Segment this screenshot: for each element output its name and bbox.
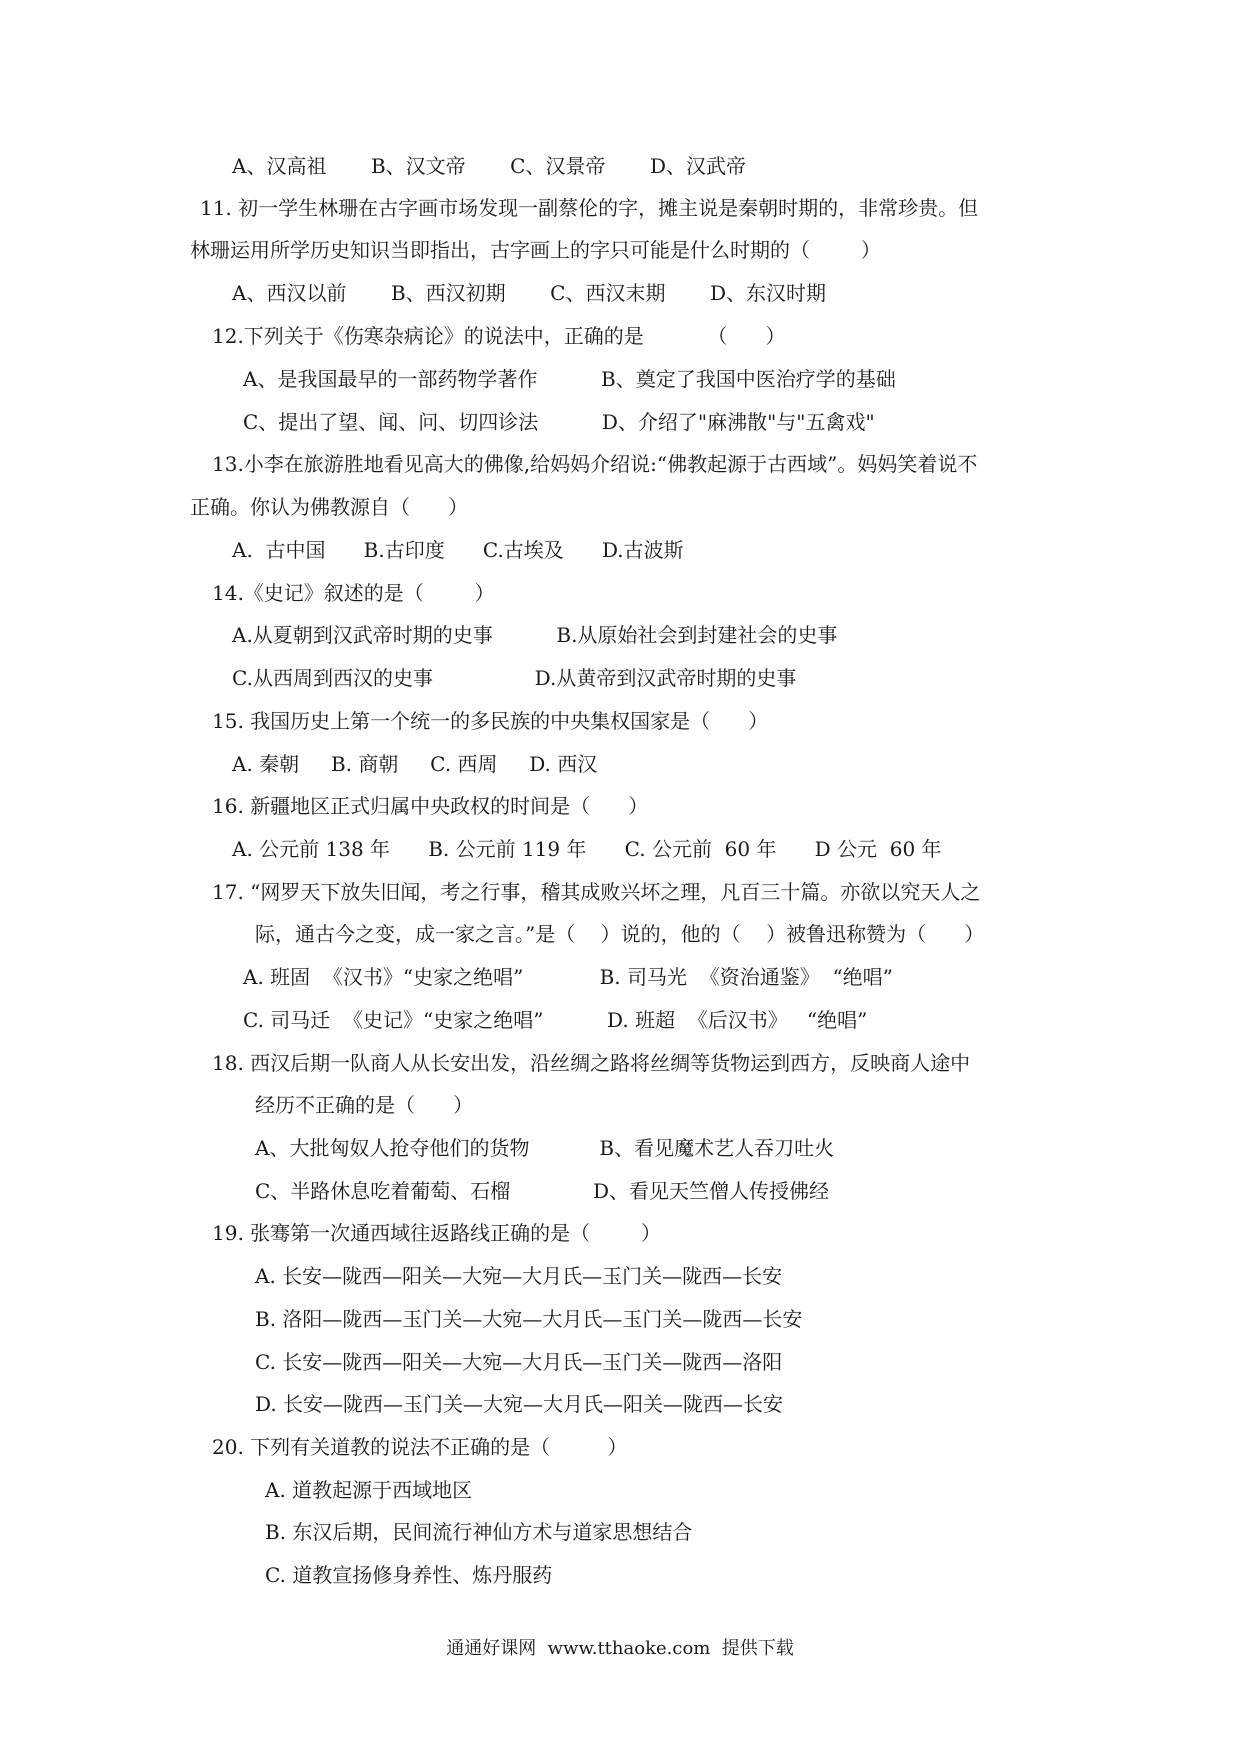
q13-options: A. 古中国 B.古印度 C.古埃及 D.古波斯 [232, 538, 684, 562]
q19-stem: 19. 张骞第一次通西域往返路线正确的是（ ） [212, 1221, 662, 1245]
q14-options-ab: A.从夏朝到汉武帝时期的史事 B.从原始社会到封建社会的史事 [232, 623, 838, 647]
q19-option-b: B. 洛阳—陇西—玉门关—大宛—大月氏—玉门关—陇西—长安 [255, 1307, 803, 1331]
q11-stem-line2: 林珊运用所学历史知识当即指出，古字画上的字只可能是什么时期的（ ） [190, 238, 881, 262]
q19-option-c: C. 长安—陇西—阳关—大宛—大月氏—玉门关—陇西—洛阳 [255, 1350, 783, 1374]
q12-options-ab: A、是我国最早的一部药物学著作 B、奠定了我国中医治疗学的基础 [243, 367, 896, 391]
q12-stem: 12.下列关于《伤寒杂病论》的说法中，正确的是 （ ） [212, 324, 786, 348]
q19-option-a: A. 长安—陇西—阳关—大宛—大月氏—玉门关—陇西—长安 [255, 1264, 783, 1288]
q18-options-cd: C、半路休息吃着葡萄、石榴 D、看见天竺僧人传授佛经 [255, 1179, 829, 1203]
q17-stem-line1: 17. “网罗天下放失旧闻，考之行事，稽其成败兴坏之理，凡百三十篇。亦欲以究天人之 [212, 880, 981, 904]
q18-stem-line2: 经历不正确的是（ ） [255, 1093, 474, 1117]
q17-stem-line2: 际，通古今之变，成一家之言。”是（ ）说的，他的（ ）被鲁迅称赞为（ ） [255, 922, 985, 946]
q18-options-ab: A、大批匈奴人抢夺他们的货物 B、看见魔术艺人吞刀吐火 [255, 1136, 835, 1160]
q14-options-cd: C.从西周到西汉的史事 D.从黄帝到汉武帝时期的史事 [232, 666, 797, 690]
q11-stem-line1: 11. 初一学生林珊在古字画市场发现一副蔡伦的字，摊主说是秦朝时期的，非常珍贵。但 [200, 196, 979, 220]
q12-options-cd: C、提出了望、闻、问、切四诊法 D、介绍了"麻沸散"与"五禽戏" [243, 410, 875, 434]
q11-options: A、西汉以前 B、西汉初期 C、西汉末期 D、东汉时期 [232, 281, 826, 305]
q15-options: A. 秦朝 B. 商朝 C. 西周 D. 西汉 [232, 752, 598, 776]
page-footer: 通通好课网 www.tthaoke.com 提供下载 [446, 1638, 794, 1659]
q17-options-cd: C. 司马迁 《史记》“史家之绝唱” D. 班超 《后汉书》 “绝唱” [243, 1008, 868, 1032]
q16-stem: 16. 新疆地区正式归属中央政权的时间是（ ） [212, 794, 649, 818]
q18-stem-line1: 18. 西汉后期一队商人从长安出发，沿丝绸之路将丝绸等货物运到西方，反映商人途中 [212, 1051, 971, 1075]
q20-option-a: A. 道教起源于西域地区 [265, 1478, 473, 1502]
q13-stem-line2: 正确。你认为佛教源自（ ） [190, 495, 469, 519]
q20-option-c: C. 道教宣扬修身养性、炼丹服药 [265, 1563, 553, 1587]
q14-stem: 14.《史记》叙述的是（ ） [212, 581, 495, 605]
q15-stem: 15. 我国历史上第一个统一的多民族的中央集权国家是（ ） [212, 709, 769, 733]
q20-option-b: B. 东汉后期，民间流行神仙方术与道家思想结合 [265, 1520, 693, 1544]
q19-option-d: D. 长安—陇西—玉门关—大宛—大月氏—阳关—陇西—长安 [255, 1392, 784, 1416]
q17-options-ab: A. 班固 《汉书》“史家之绝唱” B. 司马光 《资治通鉴》 “绝唱” [243, 965, 893, 989]
q20-stem: 20. 下列有关道教的说法不正确的是（ ） [212, 1435, 628, 1459]
q10-options: A、汉高祖 B、汉文帝 C、汉景帝 D、汉武帝 [232, 154, 746, 178]
q13-stem-line1: 13.小李在旅游胜地看见高大的佛像,给妈妈介绍说:“佛教起源于古西域”。妈妈笑着说不 [212, 452, 978, 476]
q16-options: A. 公元前 138 年 B. 公元前 119 年 C. 公元前 60 年 D 公元 60 年 [232, 837, 942, 861]
